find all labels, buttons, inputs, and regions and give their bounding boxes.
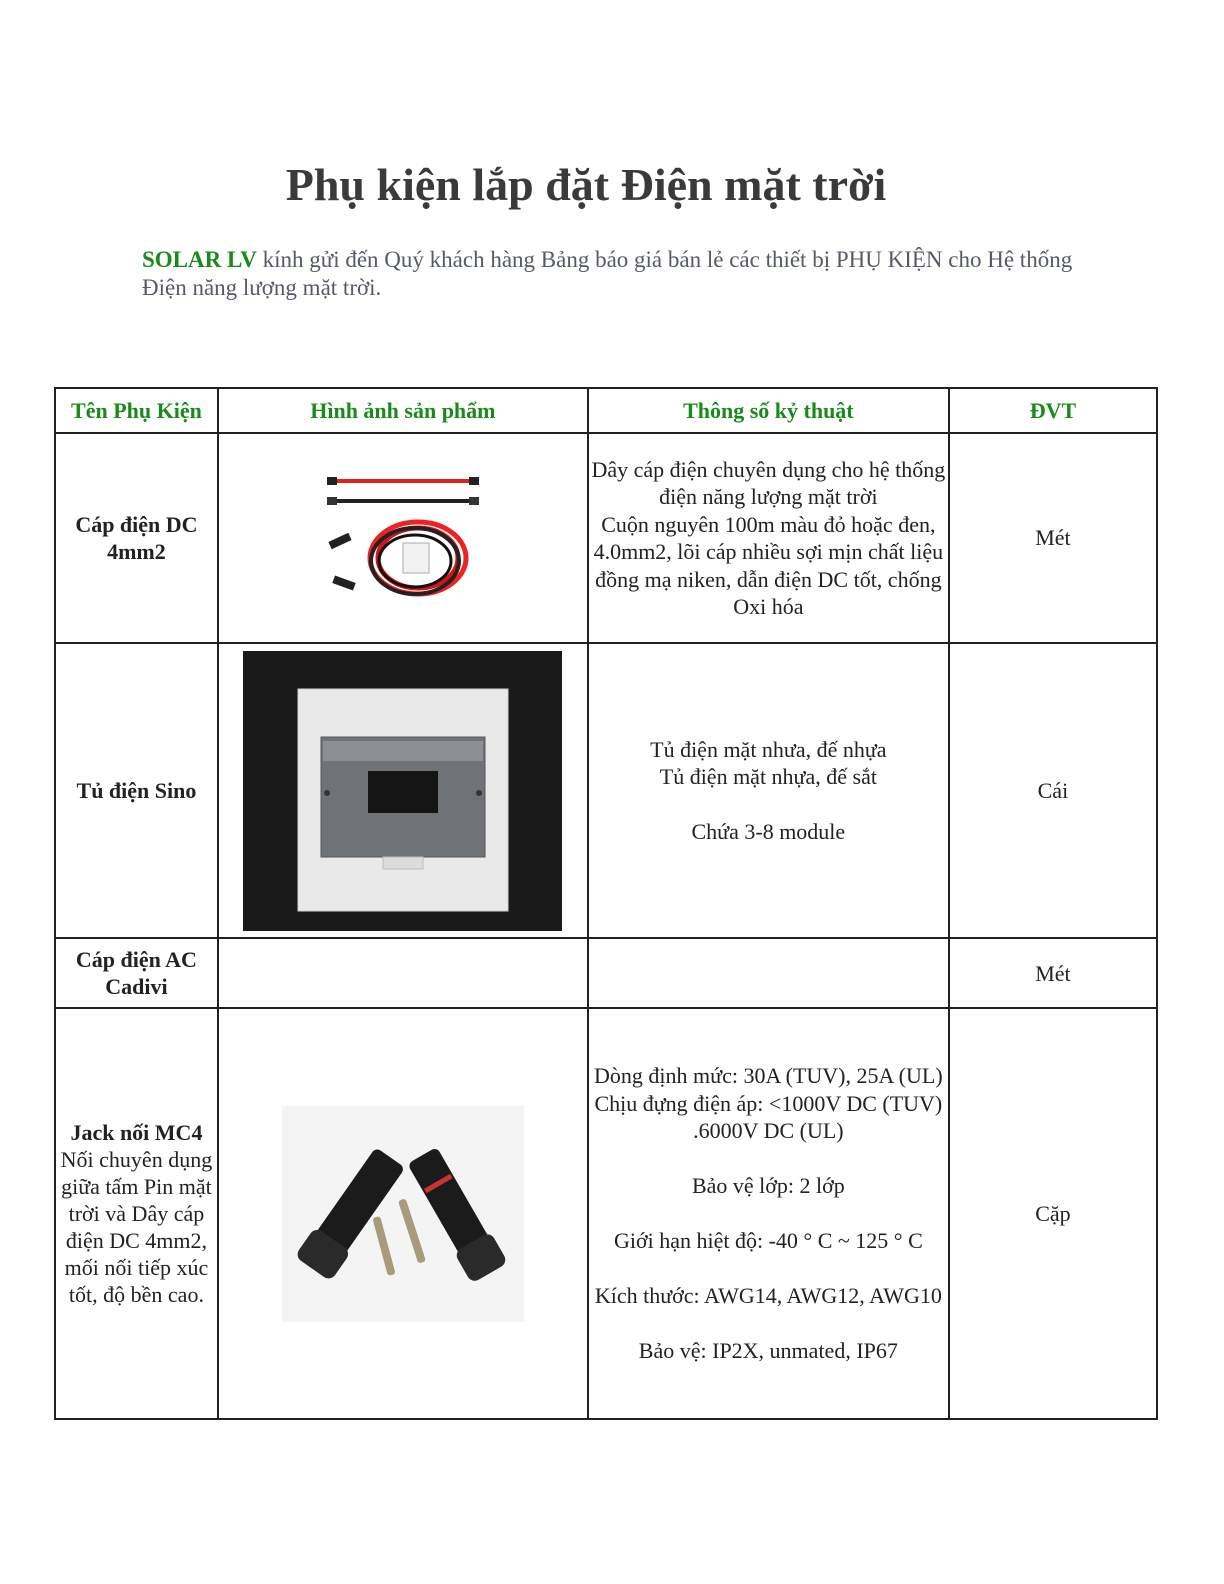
dc-cable-photo bbox=[323, 463, 483, 613]
header-image: Hình ảnh sản phẩm bbox=[218, 388, 588, 433]
spec-line: Dòng định mức: 30A (TUV), 25A (UL) bbox=[594, 1063, 943, 1089]
table-row bbox=[55, 433, 1157, 643]
spec-line: Chịu đựng điện áp: <1000V DC (TUV) .6000V DC (UL) bbox=[594, 1090, 943, 1144]
mc4-connector-photo bbox=[282, 1106, 524, 1322]
product-image-cell bbox=[218, 1008, 588, 1419]
intro-paragraph bbox=[142, 246, 1082, 302]
product-description: Nối chuyên dụng giữa tấm Pin mặt trời và Dây cáp điện DC 4mm2, mối nối tiếp xúc tốt, độ bền cao. bbox=[60, 1147, 213, 1307]
product-spec bbox=[588, 433, 949, 643]
product-unit: Mét bbox=[949, 938, 1157, 1008]
sino-cabinet-photo bbox=[243, 651, 562, 931]
product-spec bbox=[588, 643, 949, 938]
spec-line: Bảo vệ: IP2X, unmated, IP67 bbox=[638, 1338, 898, 1364]
spec-line: Giới hạn hiệt độ: -40 ° C ~ 125 ° C bbox=[613, 1228, 923, 1254]
spec-line: Kích thước: AWG14, AWG12, AWG10 bbox=[594, 1283, 942, 1309]
table-row bbox=[55, 938, 1157, 1008]
header-spec: Thông số kỷ thuật bbox=[588, 388, 949, 433]
product-spec bbox=[588, 1008, 949, 1419]
product-spec bbox=[588, 938, 949, 1008]
table-header-row bbox=[55, 388, 1157, 433]
product-unit: Mét bbox=[949, 433, 1157, 643]
table-row bbox=[55, 1008, 1157, 1419]
header-name: Tên Phụ Kiện bbox=[55, 388, 218, 433]
product-name bbox=[55, 1008, 218, 1419]
brand-name: SOLAR LV bbox=[142, 247, 257, 272]
accessory-table bbox=[54, 387, 1158, 1420]
spec-line: Tủ điện mặt nhưa, đế nhựa bbox=[650, 736, 887, 762]
table-row bbox=[55, 643, 1157, 938]
spec-line: Tủ điện mặt nhựa, đế sắt bbox=[659, 764, 877, 789]
product-image-cell bbox=[218, 643, 588, 938]
product-unit: Cặp bbox=[949, 1008, 1157, 1419]
product-unit: Cái bbox=[949, 643, 1157, 938]
product-image-cell bbox=[218, 938, 588, 1008]
page-title: Phụ kiện lắp đặt Điện mặt trời bbox=[285, 159, 887, 210]
product-name: Cáp điện DC 4mm2 bbox=[55, 433, 218, 643]
intro-text: kính gửi đến Quý khách hàng Bảng báo giá bán lẻ các thiết bị PHỤ KIỆN cho Hệ thống Điện năng lượng mặt trời. bbox=[142, 247, 1073, 300]
spec-line: Chứa 3-8 module bbox=[691, 819, 846, 844]
header-unit: ĐVT bbox=[949, 388, 1157, 433]
spec-line: Cuộn nguyên 100m màu đỏ hoặc đen, 4.0mm2, lõi cáp nhiều sợi mịn chất liệu đồng mạ niken, dẫn điện DC tốt, chống Oxi hóa bbox=[593, 511, 944, 619]
product-image-cell bbox=[218, 433, 588, 643]
product-name: Cáp điện AC Cadivi bbox=[55, 938, 218, 1008]
product-name: Tủ điện Sino bbox=[55, 643, 218, 938]
spec-line: Bảo vệ lớp: 2 lớp bbox=[691, 1173, 845, 1199]
product-title: Jack nối MC4 bbox=[70, 1120, 203, 1145]
spec-line: Dây cáp điện chuyên dụng cho hệ thống điện năng lượng mặt trời bbox=[591, 456, 946, 509]
